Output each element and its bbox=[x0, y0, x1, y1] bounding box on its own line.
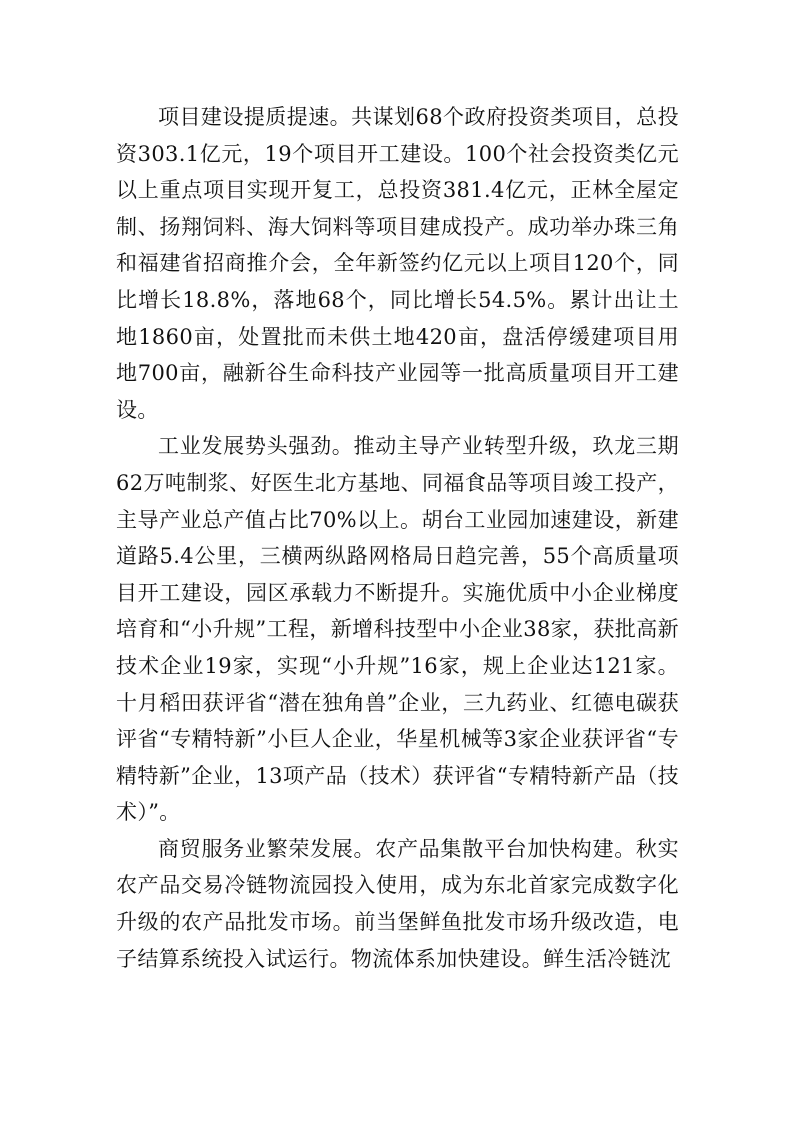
paragraph-industrial-development: 工业发展势头强劲。推动主导产业转型升级，玖龙三期62万吨制浆、好医生北方基地、同福食品等项目竣工投产，主导产业总产值占比70%以上。胡台工业园加速建设，新建道路5.4公里，三横两纵路网格局日趋完善，55个高质量项目开工建设，园区承载力不断提升。实施优质中小企业梯度培育和“小升规”工程，新增科技型中小企业38家，获批高新技术企业19家，实现“小升规”16家，规上企业达121家。十月稻田获评省“潜在独角兽”企业，三九药业、红德电碳获评省“专精特新”小巨人企业，华星机械等3家企业获评省“专精特新”企业，13项产品（技术）获评省“专精特新产品（技术）”。 bbox=[116, 434, 679, 825]
paragraph-project-construction: 项目建设提质提速。共谋划68个政府投资类项目，总投资303.1亿元，19个项目开工建设。100个社会投资类亿元以上重点项目实现开复工，总投资381.4亿元，正林全屋定制、扬翔饲料、海大饲料等项目建成投产。成功举办珠三角和福建省招商推介会，全年新签约亿元以上项目120个，同比增长18.8%，落地68个，同比增长54.5%。累计出让土地1860亩，处置批而未供土地420亩，盘活停缓建项目用地700亩，融新谷生命科技产业园等一批高质量项目开工建设。 bbox=[116, 105, 679, 422]
paragraph-commerce-services: 商贸服务业繁荣发展。农产品集散平台加快构建。秋实农产品交易冷链物流园投入使用，成为东北首家完成数字化升级的农产品批发市场。前当堡鲜鱼批发市场升级改造，电子结算系统投入试运行。物流体系加快建设。鲜生活冷链沈 bbox=[116, 836, 679, 971]
document-body bbox=[116, 99, 679, 977]
